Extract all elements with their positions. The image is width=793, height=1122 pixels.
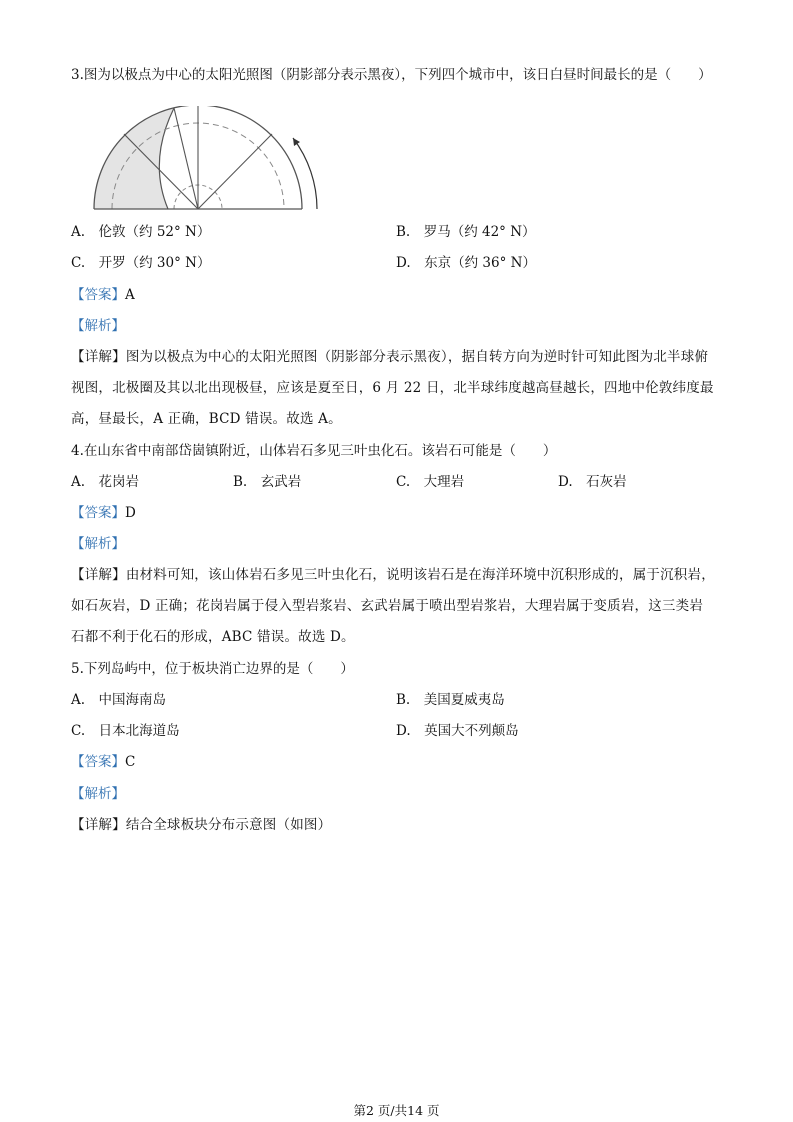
q4-answer-row: 【答案】D bbox=[71, 505, 136, 521]
q5-analysis-tag: 【解析】 bbox=[71, 786, 125, 802]
q4-answer: D bbox=[125, 505, 136, 521]
q3-option-d: D. 东京（约 36° N） bbox=[396, 255, 536, 271]
q4-detail-line-2: 如石灰岩，D 正确；花岗岩属于侵入型岩浆岩、玄武岩属于喷出型岩浆岩，大理岩属于变质岩，这三类岩 bbox=[71, 598, 704, 614]
answer-tag: 【答案】 bbox=[71, 287, 125, 303]
q3-detail-line-3: 高，昼最长，A 正确，BCD 错误。故选 A。 bbox=[71, 411, 342, 427]
q5-answer-row: 【答案】C bbox=[71, 754, 136, 770]
q4-option-d: D. 石灰岩 bbox=[558, 474, 627, 490]
night-region bbox=[94, 108, 174, 209]
q5-option-c: C. 日本北海道岛 bbox=[71, 723, 180, 739]
q5-answer: C bbox=[125, 754, 136, 770]
meridian-3 bbox=[198, 134, 272, 209]
q4-analysis-tag: 【解析】 bbox=[71, 536, 125, 552]
q3-option-c: C. 开罗（约 30° N） bbox=[71, 255, 211, 271]
q3-detail-line-1: 【详解】图为以极点为中心的太阳光照图（阴影部分表示黑夜），据自转方向为逆时针可知此图为北半球俯 bbox=[71, 349, 709, 365]
q5-detail-line-1: 【详解】结合全球板块分布示意图（如图） bbox=[71, 817, 332, 833]
q4-option-b: B. 玄武岩 bbox=[233, 474, 302, 490]
q3-answer-row bbox=[71, 286, 135, 304]
q5-stem: 5.下列岛屿中，位于板块消亡边界的是（ ） bbox=[71, 661, 354, 677]
q3-answer: A bbox=[125, 287, 135, 303]
q5-option-d: D. 英国大不列颠岛 bbox=[396, 723, 519, 739]
q3-detail-line-2: 视图，北极圈及其以北出现极昼，应该是夏至日，6 月 22 日，北半球纬度越高昼越长，四地中伦敦纬度最 bbox=[71, 380, 714, 396]
q3-option-b: B. 罗马（约 42° N） bbox=[396, 224, 536, 240]
q4-option-a: A. 花岗岩 bbox=[71, 474, 140, 490]
page-footer: 第2 页/共14 页 bbox=[353, 1103, 440, 1118]
q4-stem: 4.在山东省中南部岱崮镇附近，山体岩石多见三叶虫化石。该岩石可能是（ ） bbox=[71, 443, 557, 459]
q4-detail-line-3: 石都不利于化石的形成，ABC 错误。故选 D。 bbox=[71, 629, 355, 645]
q4-detail-line-1: 【详解】由材料可知，该山体岩石多见三叶虫化石，说明该岩石是在海洋环境中沉积形成的，属于沉积岩， bbox=[71, 567, 715, 583]
q3-analysis-tag: 【解析】 bbox=[71, 318, 125, 334]
q3-stem: 3.图为以极点为中心的太阳光照图（阴影部分表示黑夜），下列四个城市中，该日白昼时间最长的是（ ） bbox=[71, 67, 712, 83]
q5-option-b: B. 美国夏威夷岛 bbox=[396, 692, 505, 708]
sunlight-diagram bbox=[88, 106, 328, 211]
rotation-arrow bbox=[293, 138, 317, 209]
q5-option-a: A. 中国海南岛 bbox=[71, 692, 167, 708]
q3-option-a: A. 伦敦（约 52° N） bbox=[71, 224, 211, 240]
q4-option-c: C. 大理岩 bbox=[396, 474, 465, 490]
arrow-head-icon bbox=[293, 138, 300, 146]
